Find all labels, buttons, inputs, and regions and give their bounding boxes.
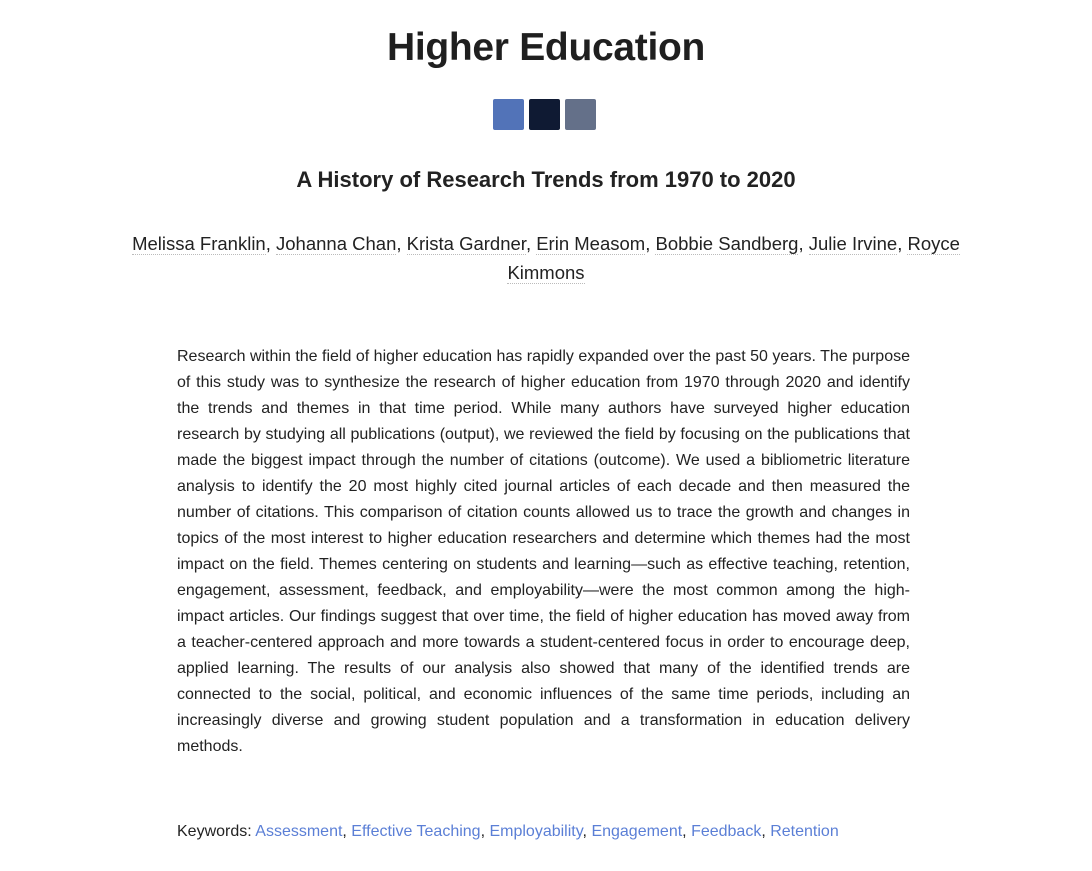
- color-swatch: [565, 99, 596, 130]
- keyword-link[interactable]: Feedback: [691, 823, 762, 840]
- keyword-link[interactable]: Retention: [770, 823, 839, 840]
- author-separator: ,: [645, 233, 656, 254]
- keyword-link[interactable]: Engagement: [591, 823, 683, 840]
- author-link[interactable]: Royce Kimmons: [507, 233, 960, 283]
- abstract-text: Research within the field of higher education has rapidly expanded over the past 50 years. The purpose of this study was to synthesize the research of higher education from 1970 through 2020 and identify the trends and themes in that time period. While many authors have surveyed higher education research by studying all publications (output), we reviewed the field by focusing on the publications that made the biggest impact through the number of citations (outcome). We used a bibliometric literature analysis to identify the 20 most highly cited journal articles of each decade and then measured the number of citations. This comparison of citation counts allowed us to trace the growth and changes in topics of the most interest to higher education researchers and determine which themes had the most impact on the field. Themes centering on students and learning—such as effective teaching, retention, engagement, assessment, feedback, and employability—were the most common among the high-impact articles. Our findings suggest that over time, the field of higher education has moved away from a teacher-centered approach and more towards a student-centered focus in order to encourage deep, applied learning. The results of our analysis also showed that many of the identified trends are connected to the social, political, and economic influences of the same time periods, including an increasingly diverse and growing student population and a transformation in education delivery methods.: [177, 348, 910, 755]
- keyword-link[interactable]: Assessment: [255, 823, 343, 840]
- keywords: [177, 820, 910, 844]
- keyword-separator: ,: [761, 823, 771, 840]
- color-swatches: [493, 99, 596, 130]
- keyword-separator: ,: [480, 823, 490, 840]
- author-separator: ,: [265, 233, 277, 254]
- keyword-link[interactable]: Employability: [489, 823, 583, 840]
- author-separator: ,: [798, 233, 809, 254]
- color-swatch: [493, 99, 524, 130]
- author-link[interactable]: Bobbie Sandberg: [655, 233, 799, 254]
- author-link[interactable]: Erin Measom: [536, 233, 646, 254]
- keyword-separator: ,: [582, 823, 592, 840]
- keyword-separator: ,: [342, 823, 352, 840]
- author-list: [110, 229, 982, 287]
- author-link[interactable]: Krista Gardner: [406, 233, 526, 254]
- keywords-label: Keywords:: [177, 823, 256, 840]
- color-swatch: [529, 99, 560, 130]
- page-title: Higher Education: [386, 26, 706, 69]
- author-link[interactable]: Julie Irvine: [808, 233, 898, 254]
- author-link[interactable]: Johanna Chan: [276, 233, 397, 254]
- author-separator: ,: [525, 233, 537, 254]
- author-separator: ,: [897, 233, 908, 254]
- author-link[interactable]: Melissa Franklin: [132, 233, 266, 254]
- author-separator: ,: [396, 233, 407, 254]
- keyword-separator: ,: [682, 823, 692, 840]
- keyword-link[interactable]: Effective Teaching: [351, 823, 481, 840]
- subtitle: A History of Research Trends from 1970 to 2020: [296, 167, 796, 192]
